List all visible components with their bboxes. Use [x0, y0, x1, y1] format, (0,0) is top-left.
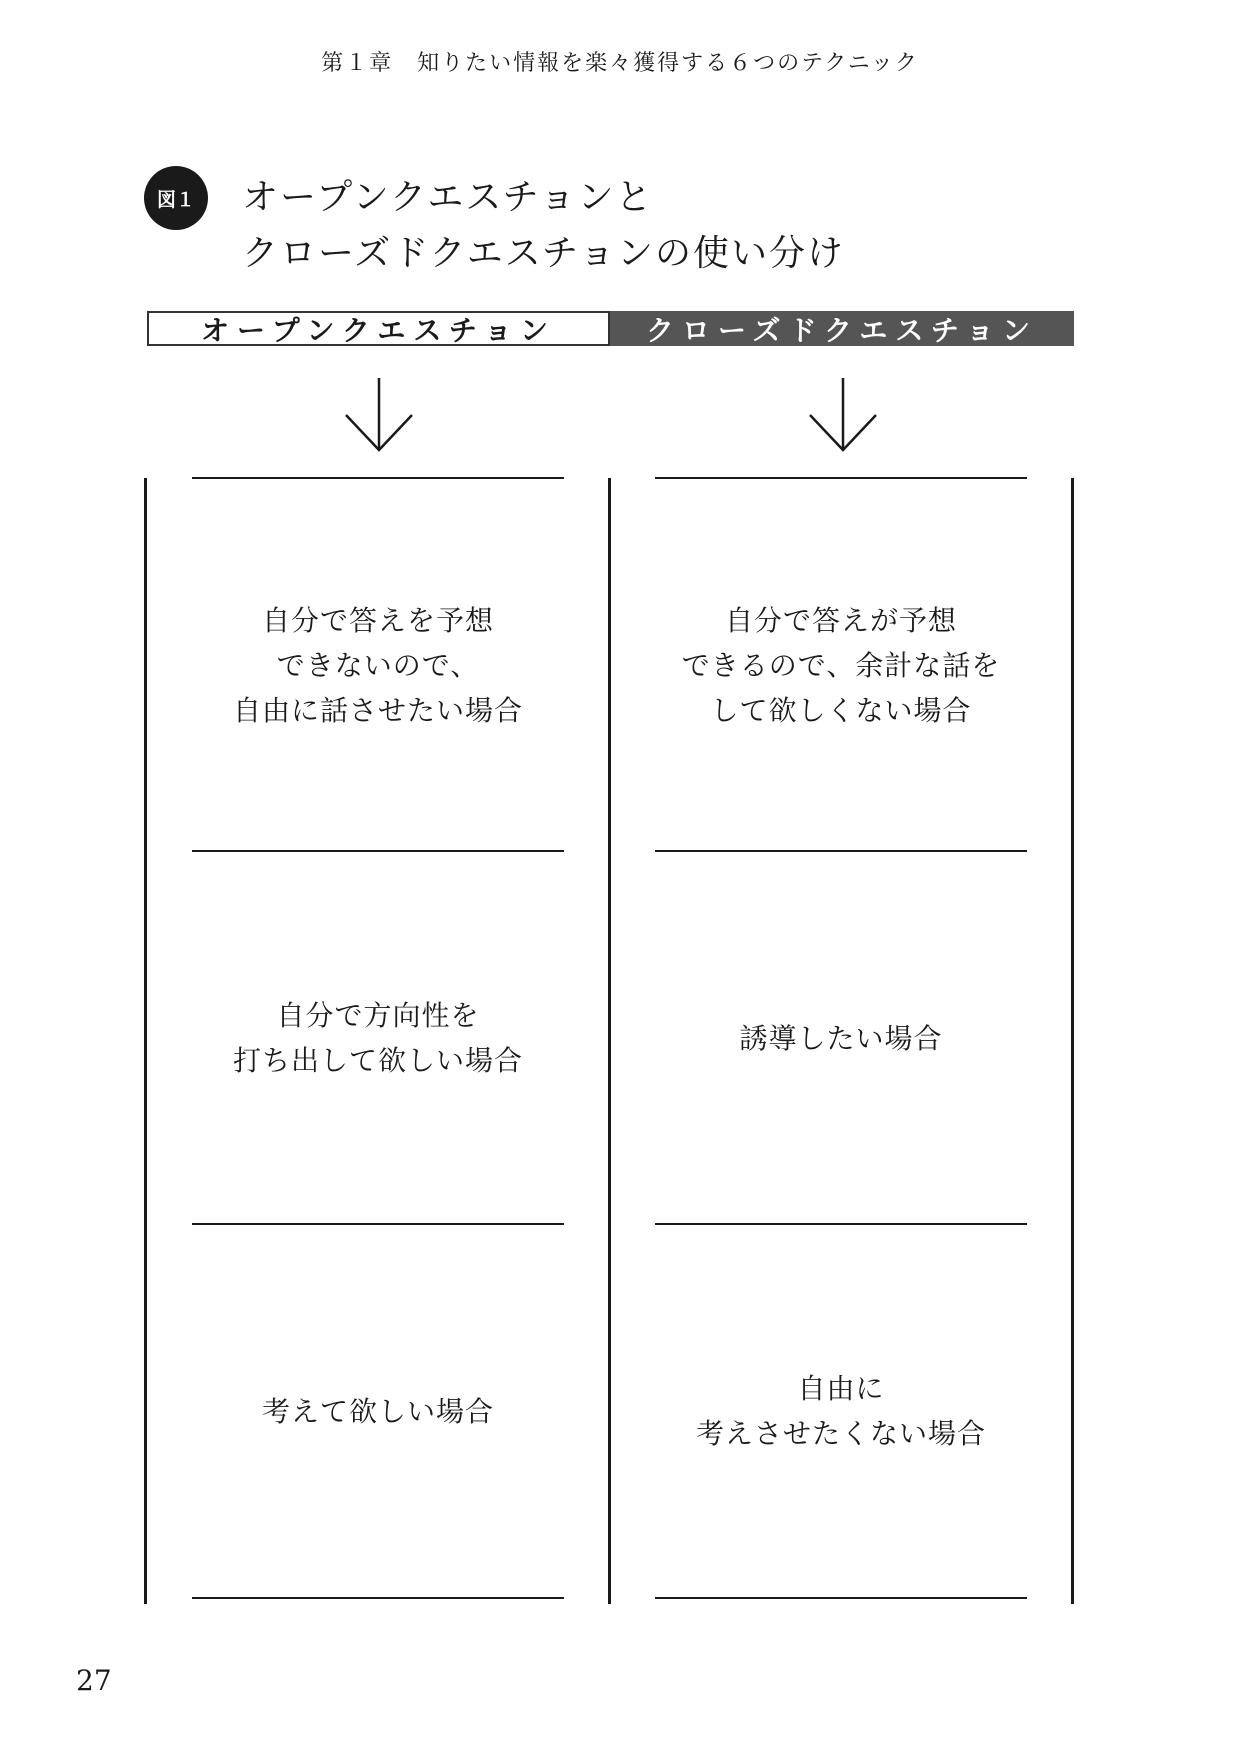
- open-question-header: オープンクエスチョン: [147, 311, 610, 346]
- row-divider: [655, 1597, 1027, 1599]
- figure-label-badge: 図１: [144, 166, 208, 230]
- open-cell-2-text: 自分で方向性を 打ち出して欲しい場合: [232, 999, 523, 1077]
- open-cell-1: [192, 479, 564, 851]
- open-cell-1-text: 自分で答えを予想 できないので、 自由に話させたい場合: [232, 603, 523, 727]
- closed-cell-3: [655, 1225, 1027, 1597]
- running-head: 第１章 知りたい情報を楽々獲得する６つのテクニック: [321, 51, 919, 76]
- center-divider: [608, 478, 611, 1604]
- right-divider: [1071, 478, 1074, 1604]
- closed-cell-2-text: 誘導したい場合: [739, 1021, 943, 1055]
- open-cell-3-text: 考えて欲しい場合: [261, 1394, 494, 1428]
- figure-title-line-1: オープンクエスチョンと: [242, 177, 654, 218]
- closed-cell-1-text: 自分で答えが予想 できるので、余計な話を して欲しくない場合: [681, 603, 1001, 727]
- down-arrow-icon-open: [344, 378, 414, 454]
- open-cell-3: [192, 1225, 564, 1597]
- row-divider: [192, 1597, 564, 1599]
- page-number: 27: [76, 1664, 112, 1697]
- open-cell-2: [192, 852, 564, 1224]
- down-arrow-icon-closed: [808, 378, 878, 454]
- closed-cell-1: [655, 479, 1027, 851]
- left-divider: [144, 478, 147, 1604]
- figure-title-line-2: クローズドクエスチョンの使い分け: [242, 233, 845, 274]
- figure-title: [242, 170, 845, 282]
- closed-cell-2: [655, 852, 1027, 1224]
- closed-question-header: クローズドクエスチョン: [610, 311, 1074, 346]
- closed-cell-3-text: 自由に 考えさせたくない場合: [695, 1372, 986, 1450]
